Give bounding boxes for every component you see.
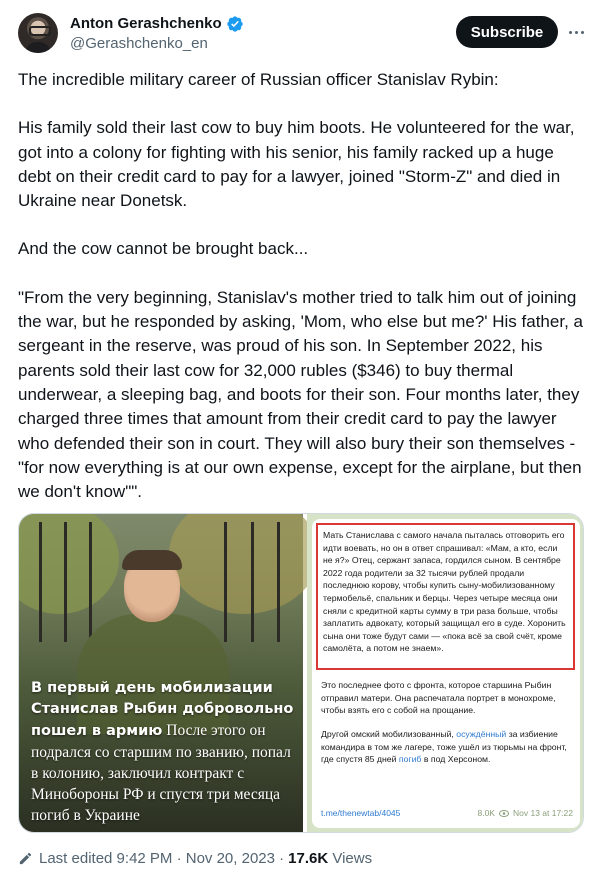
message-footer — [321, 808, 573, 818]
highlighted-quote-text: Мать Станислава с самого начала пыталась отговорить его идти воевать, но он в ответ спрашивал: «Мам, а кто, если не я?» Отец, сержант запаса, гордился сыном. В сентябре 2022 года родители за 32 тысячи рублей продали последнюю корову, чтобы купить сыну-мобилизованному термобельё, спальник и берцы. Через четыре месяца они сняли с кредитной карты сумму в три раза больше, чтобы заплатить адвокату, который защищал его в суде. Хоронить сына они тоже будут сами — «пока всё за свой счёт, кроме самолёта, а потом не знаем». — [323, 530, 566, 654]
tweet-paragraph: The incredible military career of Russian officer Stanislav Rybin: — [18, 70, 499, 89]
tweet-footer — [18, 848, 372, 868]
message-link[interactable]: погиб — [398, 754, 422, 765]
pencil-icon — [18, 851, 33, 866]
author-avatar[interactable] — [18, 13, 58, 53]
photo-caption — [31, 678, 297, 826]
tweet-text — [18, 68, 586, 504]
tweet-paragraph: "From the very beginning, Stanislav's mother tried to talk him out of joining the war, but he responded by asking, 'Mom, who else but me?' His father, a sergeant in the reserve, was proud of his son. In September 2022, his parents sold their last cow for 32,000 rubles ($346) to buy thermal underwear, a sleeping bag, and boots for their son. Four months later, they charged three times that amount from their credit card to pay the lawyer who defended their son in court. They will also bury their son themselves - "for now everything is at our own expense, except for the airplane, but then we don't know"". — [18, 287, 583, 502]
telegram-message — [312, 519, 580, 828]
author-display-name-row[interactable] — [70, 14, 244, 34]
tweet-header — [18, 12, 586, 56]
message-paragraph — [321, 728, 576, 766]
message-text: за избиение командира в том же лагере, тоже ушёл из тюрьмы на фронт, где спустя 85 дней — [321, 729, 567, 765]
message-text: Другой омский мобилизованный, — [321, 729, 457, 739]
eye-icon — [499, 810, 509, 817]
edited-timestamp[interactable]: Last edited 9:42 PM · Nov 20, 2023 · — [39, 849, 285, 867]
photo-fence-bar — [224, 522, 227, 642]
soldier-photo[interactable] — [19, 514, 303, 833]
photo-foliage — [18, 513, 119, 614]
author-display-name[interactable]: Anton Gerashchenko — [70, 15, 222, 32]
views-count: 17.6K — [288, 849, 329, 867]
message-link[interactable]: осуждённый — [456, 729, 507, 739]
tweet-paragraph: And the cow cannot be brought back... — [18, 239, 309, 259]
highlighted-quote — [316, 523, 575, 670]
photo-fence-bar — [39, 522, 42, 642]
views-label: Views — [328, 849, 373, 867]
soldier-figure-hair — [122, 550, 182, 570]
photo-fence-bar — [89, 522, 92, 642]
telegram-screenshot[interactable] — [307, 514, 584, 833]
photo-foliage — [169, 513, 319, 614]
verified-badge-icon — [226, 15, 244, 33]
more-options-icon[interactable] — [564, 18, 588, 46]
photo-fence-bar — [64, 522, 67, 642]
message-date: Nov 13 at 17:22 — [512, 808, 573, 818]
message-text: в под Херсоном. — [421, 754, 491, 765]
photo-fence-bar — [277, 522, 280, 642]
photo-caption-bold: В первый день мобилизации Станислав Рыбин добровольно пошел в армию — [31, 680, 294, 739]
photo-caption-text: После этого он подрался со старшим по званию, попал в колонию, заключил контракт с Минобороны РФ и спустя три месяца погиб в Украине — [31, 722, 291, 824]
tweet-media[interactable] — [18, 513, 584, 833]
author-name-block — [70, 14, 244, 54]
channel-link[interactable]: t.me/thenewtab/4045 — [321, 808, 401, 818]
message-views: 8.0K — [477, 808, 495, 818]
message-meta — [477, 808, 573, 818]
subscribe-button[interactable]: Subscribe — [456, 16, 558, 48]
tweet-paragraph: His family sold their last cow to buy him boots. He volunteered for the war, got into a colony for fighting with his senior, his family racked up a huge debt on their credit card to pay for a lawyer, joined "Storm-Z" and died in Ukraine near Donetsk. — [18, 118, 575, 211]
author-handle[interactable]: @Gerashchenko_en — [70, 35, 208, 52]
photo-fence-bar — [251, 522, 254, 642]
message-paragraph: Это последнее фото с фронта, которое старшина Рыбин отправил матери. Она распечатала портрет в монохроме, чтобы взять его с собой на прощание. — [321, 680, 556, 716]
